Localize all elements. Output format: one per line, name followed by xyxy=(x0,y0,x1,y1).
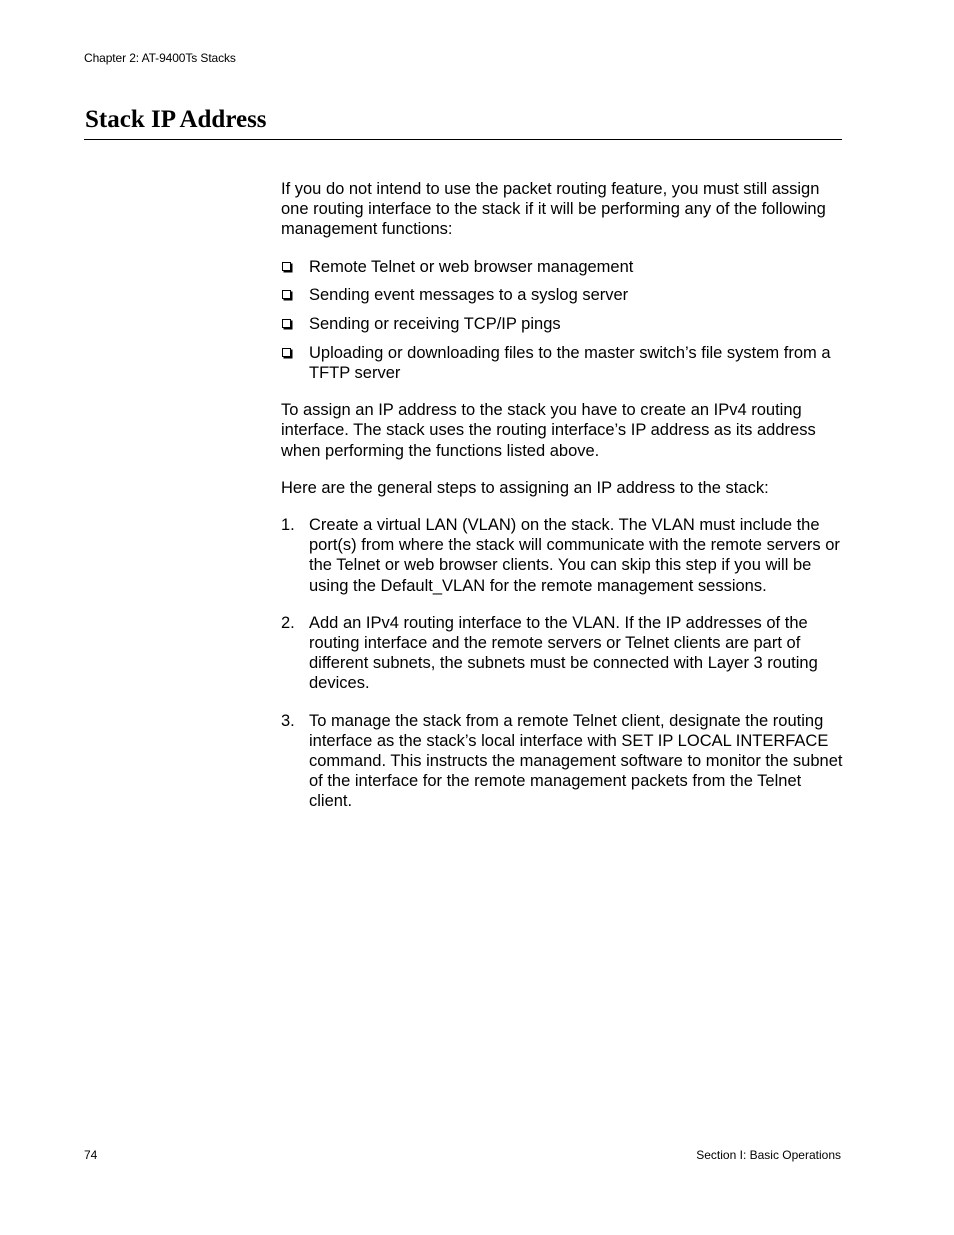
running-header: Chapter 2: AT-9400Ts Stacks xyxy=(84,51,236,65)
checkbox-bullet-icon xyxy=(282,290,291,299)
assign-ip-paragraph: To assign an IP address to the stack you have to create an IPv4 routing interface. The stack uses the routing interface’s IP address as its address when performing the functions listed above. xyxy=(281,401,816,460)
step-number: 2. xyxy=(281,613,295,632)
footer-section: Section I: Basic Operations xyxy=(696,1148,841,1162)
body-text xyxy=(281,179,843,829)
step-text: Add an IPv4 routing interface to the VLAN. If the IP addresses of the routing interface and the remote servers or Telnet clients are part of different subnets, the subnets must be connected with Layer 3 routing devices. xyxy=(309,613,818,693)
title-rule xyxy=(84,139,842,140)
list-item xyxy=(281,314,843,334)
section-title: Stack IP Address xyxy=(85,106,267,133)
checkbox-bullet-icon xyxy=(282,348,291,357)
list-item-text: Remote Telnet or web browser management xyxy=(309,257,634,276)
list-item-text: Sending or receiving TCP/IP pings xyxy=(309,315,561,334)
step-text: To manage the stack from a remote Telnet client, designate the routing interface as the stack’s local interface with SET IP LOCAL INTERFACE command. This instructs the management software to monitor the subnet of the interface for the remote management packets from the Telnet client. xyxy=(309,711,843,811)
step-number: 3. xyxy=(281,711,295,730)
step-item xyxy=(281,711,843,812)
steps-intro-paragraph: Here are the general steps to assigning an IP address to the stack: xyxy=(281,478,769,497)
management-functions-list xyxy=(281,257,843,384)
step-item xyxy=(281,515,843,596)
steps-list xyxy=(281,515,843,812)
list-item xyxy=(281,343,843,383)
list-item-text: Uploading or downloading files to the master switch’s file system from a TFTP server xyxy=(309,343,831,382)
step-number: 1. xyxy=(281,515,295,534)
intro-paragraph: If you do not intend to use the packet routing feature, you must still assign one routing interface to the stack if it will be performing any of the following management functions: xyxy=(281,180,826,239)
list-item-text: Sending event messages to a syslog server xyxy=(309,286,629,305)
page-number: 74 xyxy=(84,1148,98,1162)
list-item xyxy=(281,257,843,277)
list-item xyxy=(281,285,843,305)
checkbox-bullet-icon xyxy=(282,319,291,328)
step-item xyxy=(281,613,843,694)
checkbox-bullet-icon xyxy=(282,262,291,271)
step-text: Create a virtual LAN (VLAN) on the stack. The VLAN must include the port(s) from where the stack will communicate with the remote servers or the Telnet or web browser clients. You can skip this step if you will be using the Default_VLAN for the remote management sessions. xyxy=(309,515,840,595)
